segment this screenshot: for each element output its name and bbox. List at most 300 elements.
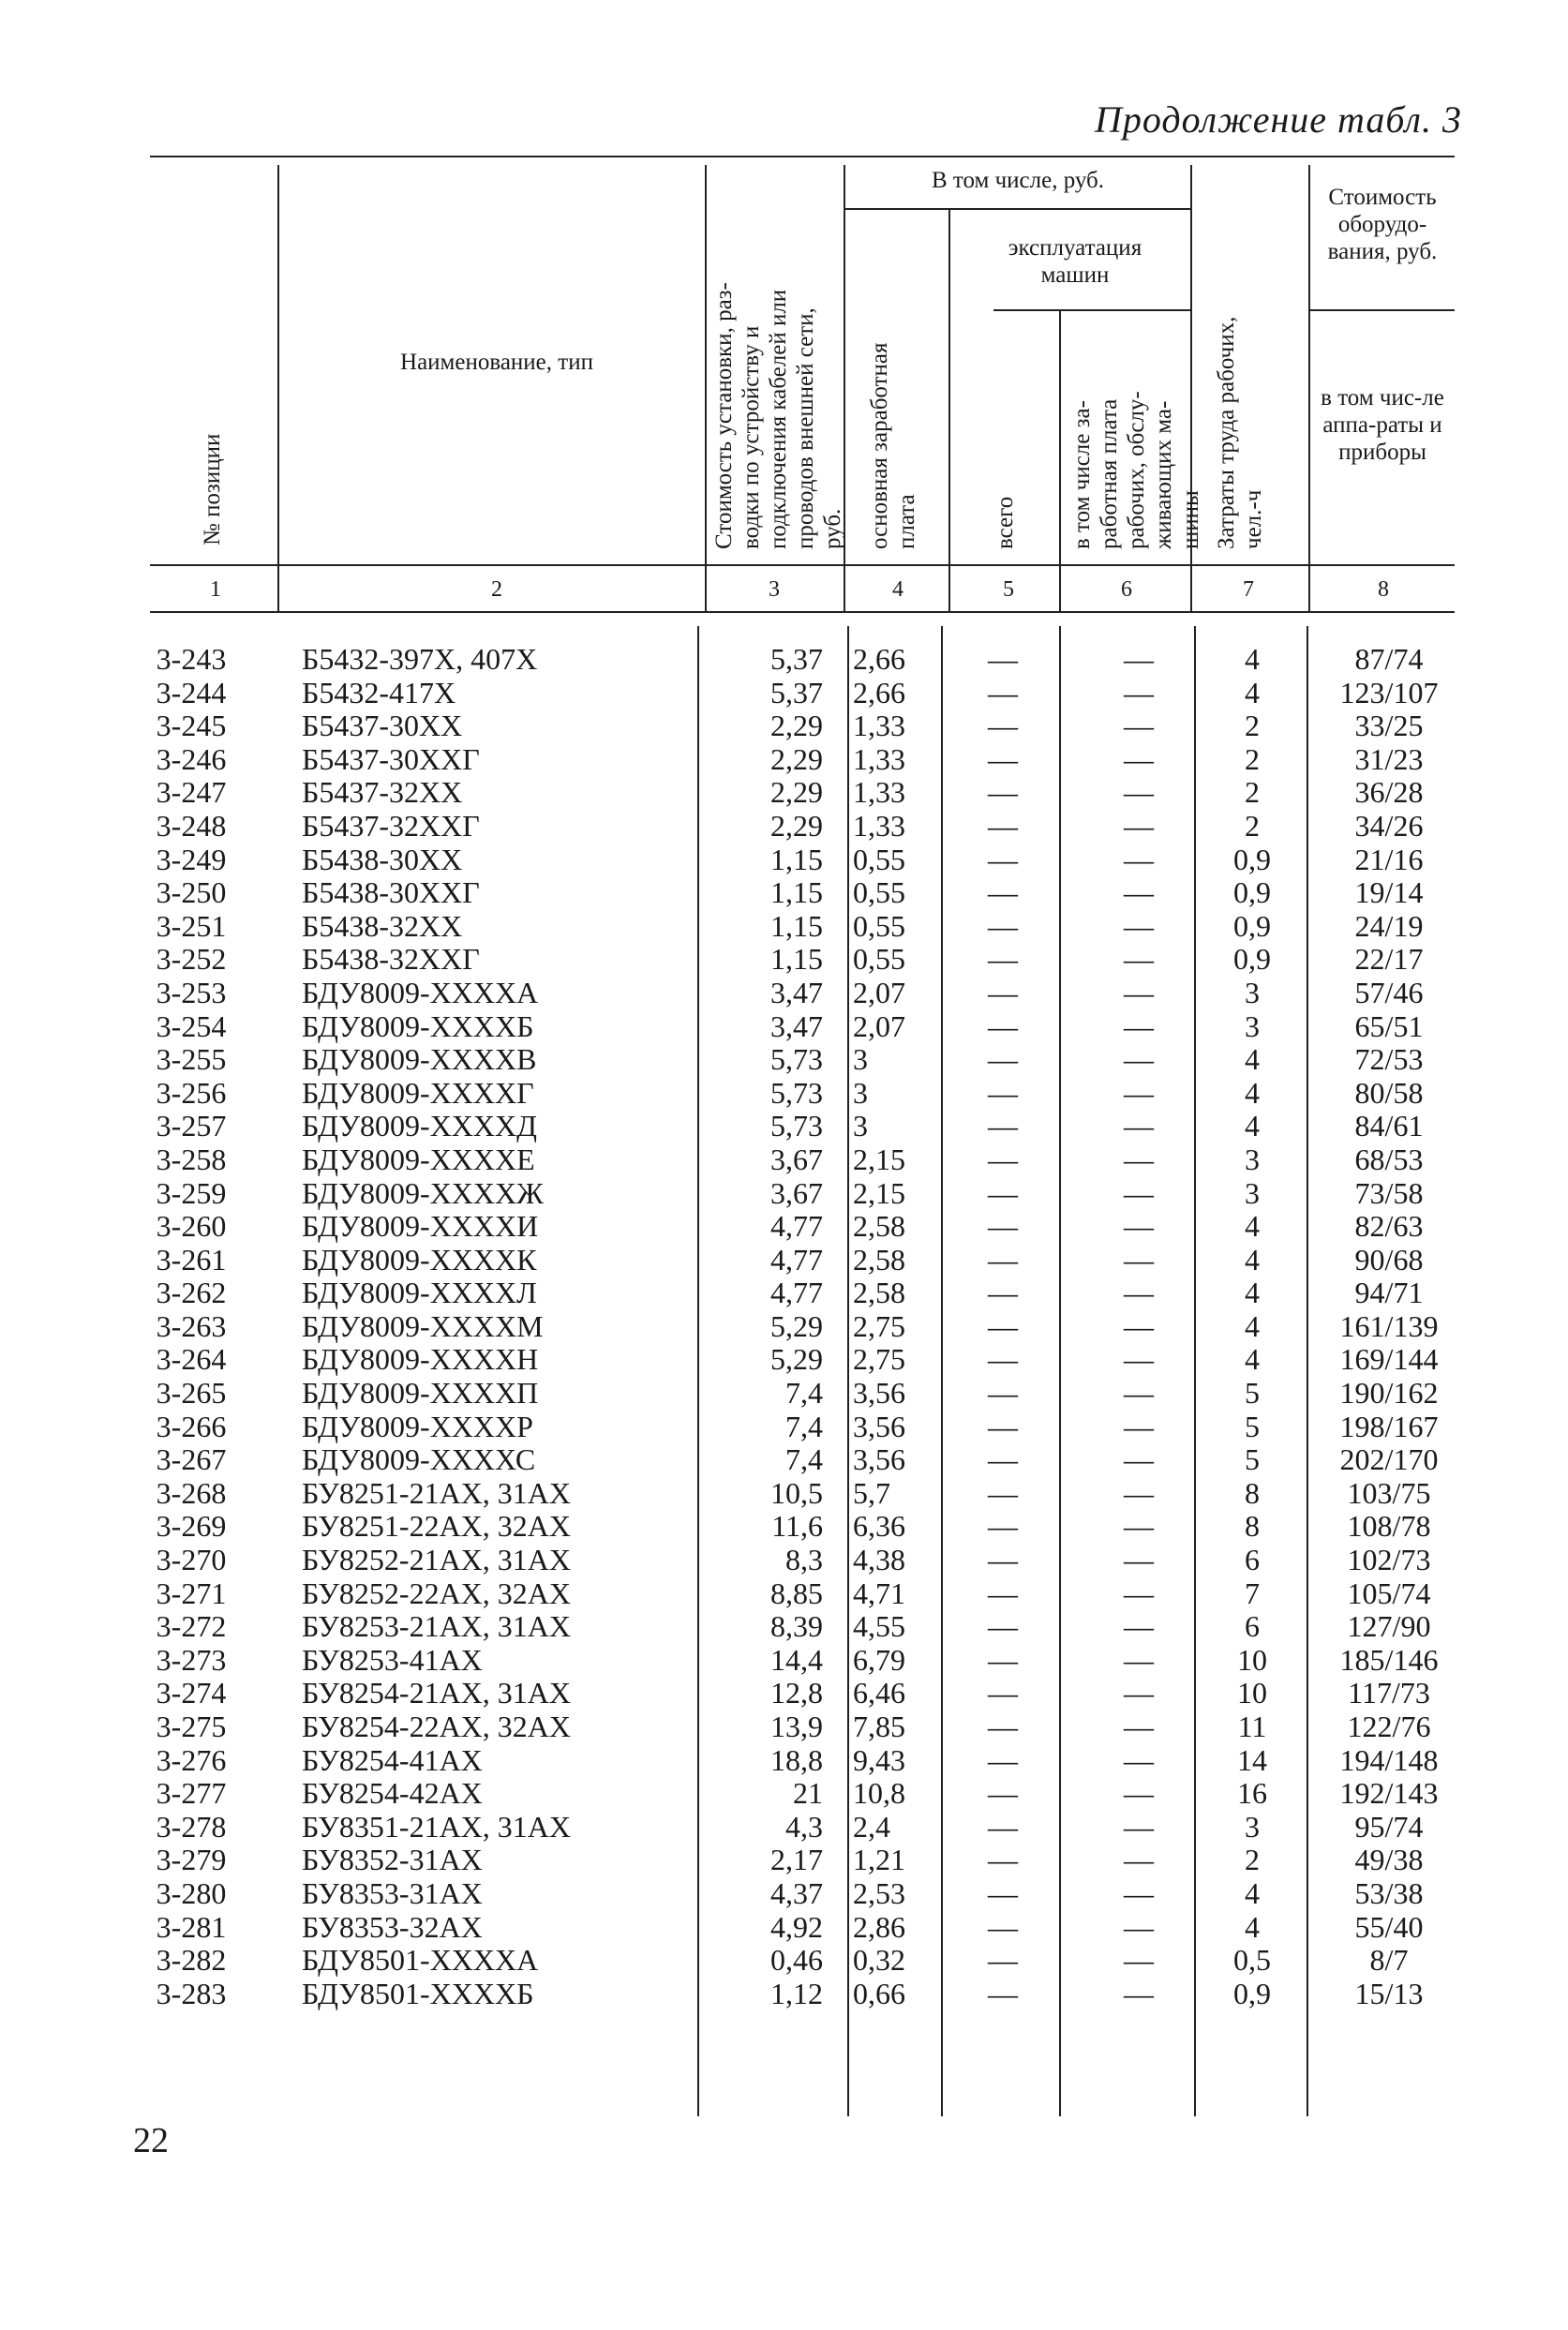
machine-total-cell: —	[988, 1475, 1018, 1510]
machine-total-cell: —	[988, 1008, 1018, 1043]
machine-wage-cell: —	[1124, 1943, 1154, 1978]
table-row	[0, 776, 1568, 810]
installation-cost-cell: 5,29	[770, 1342, 823, 1377]
wage-line-2: плата	[894, 494, 919, 549]
labor-cost-cell: 2	[1245, 775, 1260, 810]
labor-cost-cell: 7	[1245, 1576, 1260, 1610]
machine-wage-cell: —	[1124, 709, 1154, 743]
base-wage-cell: 1,33	[853, 709, 905, 743]
installation-cost-cell: 5,73	[770, 1109, 823, 1143]
table-row	[0, 743, 1568, 777]
equipment-cost-cell: 102/73	[1347, 1543, 1431, 1577]
machine-total-cell: —	[988, 975, 1018, 1009]
machine-wage-cell: —	[1124, 1609, 1154, 1644]
table-row	[0, 1544, 1568, 1577]
base-wage-cell: 9,43	[853, 1742, 905, 1777]
installation-cost-cell: 4,3	[785, 1809, 823, 1844]
installation-cost-cell: 14,4	[770, 1642, 823, 1677]
machine-total-cell: —	[988, 741, 1018, 776]
table-row	[0, 1310, 1568, 1344]
name-cell: БДУ8009-ХХХХД	[302, 1109, 537, 1143]
base-wage-cell: 2,07	[853, 975, 905, 1009]
base-wage-cell: 0,55	[853, 942, 905, 977]
labor-cost-cell: 4	[1245, 1242, 1260, 1277]
mwage-line-3: рабочих, обслу-	[1124, 391, 1149, 549]
labor-cost-cell: 5	[1245, 1376, 1260, 1411]
position-cell: 3-243	[156, 642, 227, 676]
name-cell: БДУ8009-ХХХХГ	[302, 1075, 534, 1110]
name-cell: БУ8251-22АХ, 32АХ	[302, 1509, 571, 1544]
machine-wage-cell: —	[1124, 1676, 1154, 1710]
table-row	[0, 810, 1568, 844]
installation-cost-cell: 11,6	[771, 1509, 823, 1544]
installation-cost-cell: 1,15	[770, 842, 823, 876]
installation-cost-cell: 5,73	[770, 1042, 823, 1077]
position-cell: 3-265	[156, 1376, 227, 1411]
base-wage-cell: 6,79	[853, 1642, 905, 1677]
base-wage-cell: 3	[853, 1042, 868, 1077]
name-cell: БУ8253-41АХ	[302, 1642, 483, 1677]
mwage-line-5: шины	[1178, 490, 1203, 549]
equipment-cost-cell: 198/167	[1339, 1409, 1439, 1443]
name-cell: Б5432-417Х	[302, 675, 456, 709]
installation-cost-cell: 2,29	[770, 775, 823, 810]
table-row	[0, 709, 1568, 743]
machine-wage-cell: —	[1124, 1875, 1154, 1910]
position-cell: 3-255	[156, 1042, 227, 1077]
equipment-cost-cell: 31/23	[1354, 741, 1424, 776]
machine-wage-cell: —	[1124, 1576, 1154, 1610]
position-cell: 3-271	[156, 1576, 227, 1610]
cost-line-3: подключения кабелей или	[766, 289, 791, 549]
equipment-cost-cell: 68/53	[1354, 1142, 1424, 1176]
base-wage-cell: 2,58	[853, 1209, 905, 1244]
machine-wage-cell: —	[1124, 1976, 1154, 2010]
name-cell: БУ8252-22АХ, 32АХ	[302, 1576, 571, 1610]
base-wage-cell: 2,86	[853, 1909, 905, 1944]
machine-total-cell: —	[988, 1042, 1018, 1077]
installation-cost-cell: 4,92	[770, 1909, 823, 1944]
position-cell: 3-248	[156, 808, 227, 843]
machine-wage-cell: —	[1124, 1242, 1154, 1277]
mwage-line-2: работная плата	[1097, 398, 1122, 549]
column-number-3: 3	[769, 577, 780, 602]
table-row	[0, 1911, 1568, 1945]
table-row	[0, 1177, 1568, 1211]
machine-wage-cell: —	[1124, 741, 1154, 776]
base-wage-cell: 2,66	[853, 642, 905, 676]
position-cell: 3-252	[156, 942, 227, 977]
machine-header-rule	[993, 309, 1190, 311]
machine-wage-cell: —	[1124, 775, 1154, 810]
base-wage-cell: 0,55	[853, 875, 905, 910]
labor-cost-cell: 16	[1237, 1776, 1267, 1811]
position-cell: 3-270	[156, 1543, 227, 1577]
mwage-line-1: в том числе за-	[1069, 400, 1095, 549]
name-cell: БДУ8009-ХХХХС	[302, 1442, 536, 1477]
table-row	[0, 1877, 1568, 1911]
machine-wage-cell: —	[1124, 675, 1154, 709]
header-base-wage	[866, 343, 920, 549]
installation-cost-cell: 3,67	[770, 1142, 823, 1176]
machine-wage-cell: —	[1124, 1342, 1154, 1377]
column-number-6: 6	[1121, 577, 1132, 602]
installation-cost-cell: 5,29	[770, 1308, 823, 1343]
machine-wage-cell: —	[1124, 1843, 1154, 1877]
installation-cost-cell: 10,5	[770, 1475, 823, 1510]
equipment-cost-cell: 82/63	[1354, 1209, 1424, 1244]
installation-cost-cell: 7,4	[785, 1442, 823, 1477]
name-cell: БУ8254-22АХ, 32АХ	[302, 1710, 571, 1743]
position-cell: 3-269	[156, 1509, 227, 1544]
table-row	[0, 1677, 1568, 1710]
labor-cost-cell: 2	[1245, 709, 1260, 743]
equipment-cost-cell: 105/74	[1347, 1576, 1431, 1610]
table-row	[0, 876, 1568, 910]
table-row	[0, 1244, 1568, 1277]
machine-wage-cell: —	[1124, 1075, 1154, 1110]
col-divider-1	[277, 165, 279, 613]
name-cell: БДУ8009-ХХХХР	[302, 1409, 533, 1443]
equipment-cost-cell: 169/144	[1339, 1342, 1439, 1377]
machine-total-cell: —	[988, 808, 1018, 843]
table-row	[0, 1043, 1568, 1077]
position-cell: 3-258	[156, 1142, 227, 1176]
base-wage-cell: 7,85	[853, 1710, 905, 1743]
header-machine-operation: эксплуатация машин	[1008, 235, 1142, 288]
page-number: 22	[133, 2121, 169, 2160]
equipment-cost-cell: 21/16	[1354, 842, 1424, 876]
machine-wage-cell: —	[1124, 1142, 1154, 1176]
table-row	[0, 1077, 1568, 1111]
base-wage-cell: 2,66	[853, 675, 905, 709]
machine-wage-cell: —	[1124, 1276, 1154, 1310]
table-row	[0, 1110, 1568, 1143]
equipment-cost-cell: 33/25	[1354, 709, 1424, 743]
name-cell: БДУ8009-ХХХХЖ	[302, 1175, 544, 1210]
machine-total-cell: —	[988, 1376, 1018, 1411]
machine-wage-cell: —	[1124, 808, 1154, 843]
table-row	[0, 643, 1568, 677]
position-cell: 3-247	[156, 775, 227, 810]
table-row	[0, 844, 1568, 877]
labor-cost-cell: 0,9	[1233, 875, 1271, 910]
installation-cost-cell: 1,15	[770, 875, 823, 910]
header-equipment-cost: Стоимость оборудо-вания, руб.	[1327, 185, 1438, 264]
equipment-cost-cell: 65/51	[1354, 1008, 1424, 1043]
installation-cost-cell: 7,4	[785, 1376, 823, 1411]
header-equipment-devices: в том чис-ле аппа-раты и приборы	[1321, 385, 1444, 465]
position-cell: 3-251	[156, 908, 227, 943]
installation-cost-cell: 8,3	[785, 1543, 823, 1577]
machine-wage-cell: —	[1124, 842, 1154, 876]
position-cell: 3-283	[156, 1976, 227, 2010]
name-cell: БДУ8009-ХХХХЕ	[302, 1142, 535, 1176]
name-cell: Б5437-30ХХ	[302, 709, 463, 743]
column-number-4: 4	[892, 577, 903, 602]
name-cell: БДУ8009-ХХХХМ	[302, 1308, 544, 1343]
labor-cost-cell: 8	[1245, 1475, 1260, 1510]
labor-cost-cell: 10	[1237, 1642, 1267, 1677]
machine-wage-cell: —	[1124, 1909, 1154, 1944]
base-wage-cell: 2,07	[853, 1008, 905, 1043]
installation-cost-cell: 7,4	[785, 1409, 823, 1443]
name-cell: БДУ8009-ХХХХН	[302, 1342, 539, 1377]
table-row	[0, 977, 1568, 1010]
col-divider-4	[948, 208, 950, 613]
name-cell: БДУ8501-ХХХХА	[302, 1943, 539, 1978]
machine-total-cell: —	[988, 1543, 1018, 1577]
incl-header-rule	[844, 208, 1190, 210]
installation-cost-cell: 4,37	[770, 1875, 823, 1910]
machine-total-cell: —	[988, 1642, 1018, 1677]
position-cell: 3-245	[156, 709, 227, 743]
table-row	[0, 1710, 1568, 1744]
name-cell: БДУ8009-ХХХХБ	[302, 1008, 534, 1043]
machine-wage-cell: —	[1124, 1742, 1154, 1777]
labor-cost-cell: 4	[1245, 642, 1260, 676]
equipment-cost-cell: 192/143	[1339, 1776, 1439, 1811]
machine-wage-cell: —	[1124, 1475, 1154, 1510]
machine-wage-cell: —	[1124, 975, 1154, 1009]
machine-wage-cell: —	[1124, 1442, 1154, 1477]
position-cell: 3-267	[156, 1442, 227, 1477]
machine-total-cell: —	[988, 1075, 1018, 1110]
position-cell: 3-244	[156, 675, 227, 709]
name-cell: Б5437-32ХХГ	[302, 808, 480, 843]
labor-cost-cell: 0,9	[1233, 842, 1271, 876]
table-row	[0, 1377, 1568, 1411]
installation-cost-cell: 5,37	[770, 675, 823, 709]
machine-total-cell: —	[988, 1843, 1018, 1877]
labor-cost-cell: 4	[1245, 1342, 1260, 1377]
installation-cost-cell: 8,85	[770, 1576, 823, 1610]
table-row	[0, 943, 1568, 977]
name-cell: БДУ8501-ХХХХБ	[302, 1976, 534, 2010]
name-cell: БУ8254-42АХ	[302, 1776, 483, 1811]
mwage-line-4: живающих ма-	[1151, 400, 1176, 549]
position-cell: 3-280	[156, 1875, 227, 1910]
equipment-cost-cell: 94/71	[1354, 1276, 1424, 1310]
equipment-cost-cell: 19/14	[1354, 875, 1424, 910]
machine-total-cell: —	[988, 1142, 1018, 1176]
equipment-cost-cell: 194/148	[1339, 1742, 1439, 1777]
cost-line-1: Стоимость установки, раз-	[711, 282, 737, 549]
base-wage-cell: 0,55	[853, 842, 905, 876]
machine-wage-cell: —	[1124, 1776, 1154, 1811]
machine-wage-cell: —	[1124, 1008, 1154, 1043]
equipment-cost-cell: 90/68	[1354, 1242, 1424, 1277]
labor-cost-cell: 10	[1237, 1676, 1267, 1710]
labor-cost-cell: 6	[1245, 1609, 1260, 1644]
base-wage-cell: 3,56	[853, 1409, 905, 1443]
base-wage-cell: 5,7	[853, 1475, 890, 1510]
equipment-cost-cell: 73/58	[1354, 1175, 1424, 1210]
name-cell: Б5432-397Х, 407Х	[302, 642, 538, 676]
machine-total-cell: —	[988, 1976, 1018, 2010]
name-cell: БУ8352-31АХ	[302, 1843, 483, 1877]
header-bottom-rule	[150, 564, 1455, 566]
header-machine-wage	[1068, 391, 1204, 549]
position-cell: 3-261	[156, 1242, 227, 1277]
base-wage-cell: 3,56	[853, 1376, 905, 1411]
equipment-cost-cell: 53/38	[1354, 1875, 1424, 1910]
position-cell: 3-281	[156, 1909, 227, 1944]
name-cell: БУ8253-21АХ, 31АХ	[302, 1609, 571, 1644]
position-cell: 3-264	[156, 1342, 227, 1377]
base-wage-cell: 2,58	[853, 1276, 905, 1310]
position-cell: 3-282	[156, 1943, 227, 1978]
labor-cost-cell: 2	[1245, 808, 1260, 843]
base-wage-cell: 3,56	[853, 1442, 905, 1477]
table-body	[0, 643, 1568, 2010]
cost-line-4: проводов внешней сети,	[793, 307, 818, 549]
machine-total-cell: —	[988, 942, 1018, 977]
position-cell: 3-259	[156, 1175, 227, 1210]
position-cell: 3-268	[156, 1475, 227, 1510]
equipment-cost-cell: 84/61	[1354, 1109, 1424, 1143]
installation-cost-cell: 13,9	[770, 1710, 823, 1743]
equipment-cost-cell: 8/7	[1369, 1943, 1409, 1978]
labor-cost-cell: 0,9	[1233, 942, 1271, 977]
machine-total-cell: —	[988, 1609, 1018, 1644]
name-cell: БДУ8009-ХХХХВ	[302, 1042, 537, 1077]
base-wage-cell: 2,75	[853, 1308, 905, 1343]
table-continuation-caption: Продолжение табл. 3	[1094, 98, 1462, 141]
machine-total-cell: —	[988, 1242, 1018, 1277]
position-cell: 3-257	[156, 1109, 227, 1143]
name-cell: Б5438-32ХХ	[302, 908, 463, 943]
equipment-cost-cell: 22/17	[1354, 942, 1424, 977]
labor-cost-cell: 4	[1245, 1875, 1260, 1910]
installation-cost-cell: 2,17	[770, 1843, 823, 1877]
machine-wage-cell: —	[1124, 942, 1154, 977]
table-row	[0, 1143, 1568, 1177]
col-divider-2	[705, 165, 707, 613]
equipment-cost-cell: 202/170	[1339, 1442, 1439, 1477]
base-wage-cell: 1,21	[853, 1843, 905, 1877]
installation-cost-cell: 12,8	[770, 1676, 823, 1710]
base-wage-cell: 6,36	[853, 1509, 905, 1544]
position-cell: 3-277	[156, 1776, 227, 1811]
machine-total-cell: —	[988, 1809, 1018, 1844]
machine-total-cell: —	[988, 1109, 1018, 1143]
machine-wage-cell: —	[1124, 1109, 1154, 1143]
machine-wage-cell: —	[1124, 1509, 1154, 1544]
machine-wage-cell: —	[1124, 642, 1154, 676]
installation-cost-cell: 2,29	[770, 709, 823, 743]
machine-total-cell: —	[988, 675, 1018, 709]
table-row	[0, 677, 1568, 710]
equipment-cost-cell: 127/90	[1347, 1609, 1431, 1644]
equipment-cost-cell: 117/73	[1348, 1676, 1430, 1710]
labor-cost-cell: 2	[1245, 741, 1260, 776]
position-cell: 3-260	[156, 1209, 227, 1244]
equipment-cost-cell: 80/58	[1354, 1075, 1424, 1110]
wage-line-1: основная заработная	[867, 342, 892, 549]
equipment-cost-cell: 103/75	[1347, 1475, 1431, 1510]
base-wage-cell: 2,53	[853, 1875, 905, 1910]
machine-total-cell: —	[988, 1710, 1018, 1743]
labor-cost-cell: 4	[1245, 1109, 1260, 1143]
position-cell: 3-273	[156, 1642, 227, 1677]
table-row	[0, 910, 1568, 944]
labor-cost-cell: 4	[1245, 1042, 1260, 1077]
header-total: всего	[993, 496, 1018, 549]
column-number-7: 7	[1243, 577, 1254, 602]
position-cell: 3-279	[156, 1843, 227, 1877]
base-wage-cell: 3	[853, 1075, 868, 1110]
name-cell: БУ8351-21АХ, 31АХ	[302, 1809, 571, 1844]
table-row	[0, 1777, 1568, 1811]
name-cell: БУ8252-21АХ, 31АХ	[302, 1543, 571, 1577]
installation-cost-cell: 3,47	[770, 1008, 823, 1043]
base-wage-cell: 0,55	[853, 908, 905, 943]
equipment-cost-cell: 24/19	[1354, 908, 1424, 943]
name-cell: Б5438-32ХХГ	[302, 942, 480, 977]
header-including: В том числе, руб.	[931, 168, 1105, 193]
name-cell: БДУ8009-ХХХХЛ	[302, 1276, 537, 1310]
base-wage-cell: 4,38	[853, 1543, 905, 1577]
machine-wage-cell: —	[1124, 1308, 1154, 1343]
labor-cost-cell: 8	[1245, 1509, 1260, 1544]
name-cell: БДУ8009-ХХХХА	[302, 975, 539, 1009]
col-divider-5	[1059, 309, 1061, 613]
table-row	[0, 1010, 1568, 1044]
base-wage-cell: 1,33	[853, 808, 905, 843]
name-cell: Б5438-30ХХ	[302, 842, 463, 876]
cost-line-2: водки по устройству и	[739, 325, 764, 549]
position-cell: 3-253	[156, 975, 227, 1009]
installation-cost-cell: 5,37	[770, 642, 823, 676]
name-cell: Б5437-32ХХ	[302, 775, 463, 810]
equipment-cost-cell: 49/38	[1354, 1843, 1424, 1877]
equipment-cost-cell: 122/76	[1347, 1710, 1431, 1743]
labor-cost-cell: 3	[1245, 1175, 1260, 1210]
labor-line-1: Затраты труда рабочих,	[1214, 316, 1239, 549]
machine-wage-cell: —	[1124, 1543, 1154, 1577]
base-wage-cell: 1,33	[853, 775, 905, 810]
name-cell: Б5437-30ХХГ	[302, 741, 480, 776]
equipment-cost-cell: 161/139	[1339, 1308, 1439, 1343]
header-position: № позиции	[200, 433, 225, 545]
installation-cost-cell: 5,73	[770, 1075, 823, 1110]
name-cell: БУ8254-41АХ	[302, 1742, 483, 1777]
labor-cost-cell: 4	[1245, 1075, 1260, 1110]
base-wage-cell: 4,71	[853, 1576, 905, 1610]
base-wage-cell: 2,58	[853, 1242, 905, 1277]
position-cell: 3-254	[156, 1008, 227, 1043]
position-cell: 3-272	[156, 1609, 227, 1644]
machine-wage-cell: —	[1124, 875, 1154, 910]
position-cell: 3-274	[156, 1676, 227, 1710]
base-wage-cell: 0,66	[853, 1976, 905, 2010]
installation-cost-cell: 1,12	[770, 1976, 823, 2010]
equipment-cost-cell: 72/53	[1354, 1042, 1424, 1077]
name-cell: БУ8251-21АХ, 31АХ	[302, 1475, 571, 1510]
position-cell: 3-263	[156, 1308, 227, 1343]
table-row	[0, 1978, 1568, 2011]
machine-total-cell: —	[988, 1308, 1018, 1343]
table-row	[0, 1577, 1568, 1611]
column-number-5: 5	[1003, 577, 1014, 602]
table-row	[0, 1510, 1568, 1544]
labor-cost-cell: 5	[1245, 1409, 1260, 1443]
machine-wage-cell: —	[1124, 1409, 1154, 1443]
installation-cost-cell: 2,29	[770, 808, 823, 843]
labor-cost-cell: 0,9	[1233, 1976, 1271, 2010]
name-cell: БДУ8009-ХХХХП	[302, 1376, 539, 1411]
